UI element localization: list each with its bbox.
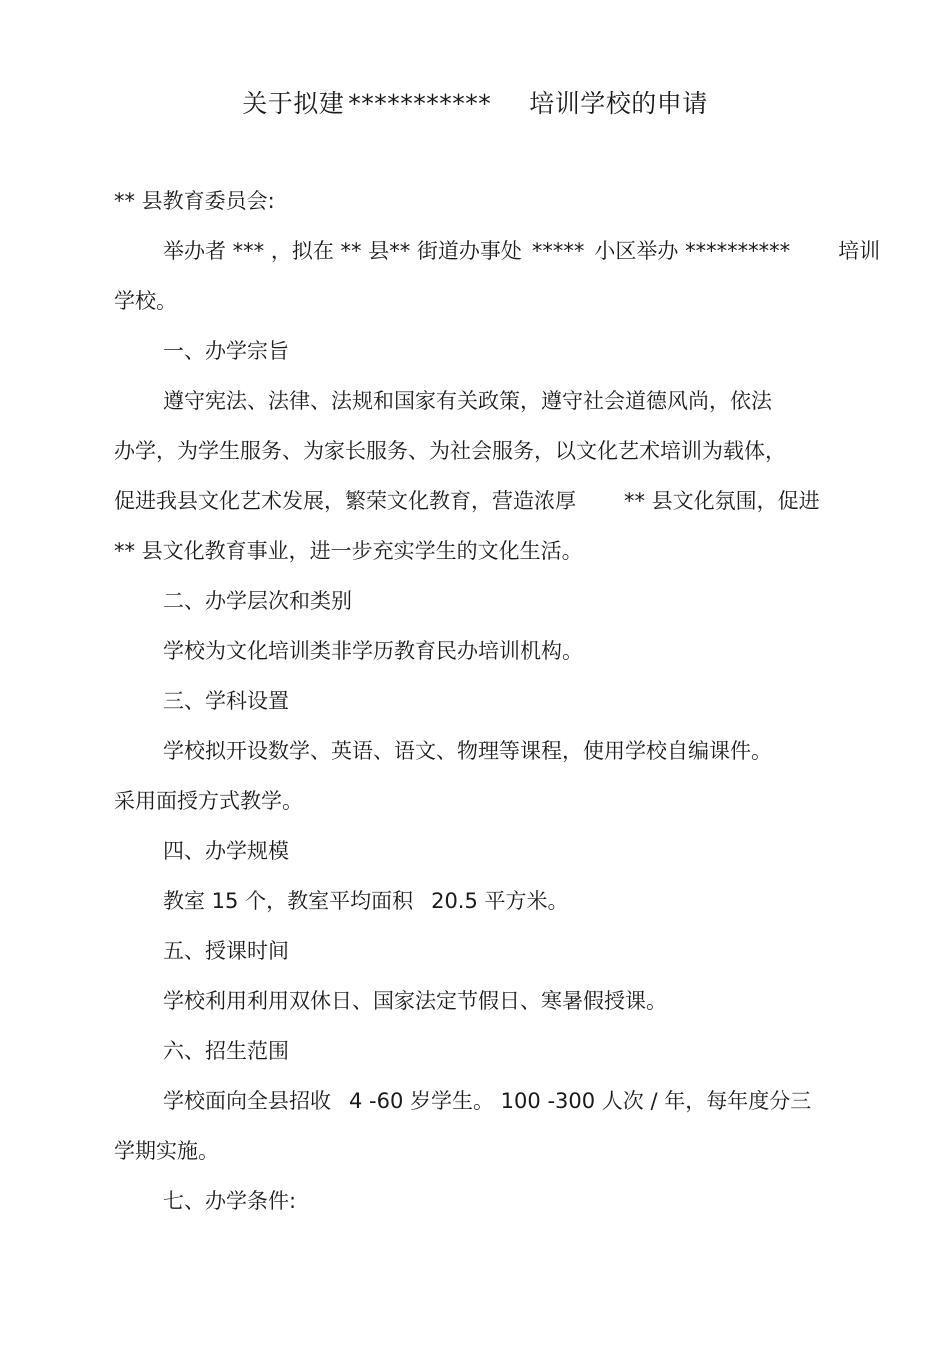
section-1-line-4: ** 县文化教育事业，进一步充实学生的文化生活。 [114,539,583,563]
intro-part-1: 举办者 *** ，拟在 ** 县** 街道办事处 [163,239,522,263]
section-heading-4: 四、办学规模 [163,839,289,863]
section-1-line-3b: ** 县文化氛围，促进 [624,489,820,513]
title-prefix: 关于拟建 [242,89,345,118]
intro-part-3: 培训 [838,239,881,263]
section-4-part-a: 教室 15 个，教室平均面积 [163,889,414,913]
section-6-part-b: 4 -60 岁学生。 100 -300 人次 / 年，每年度分三 [349,1089,812,1113]
section-heading-2: 二、办学层次和类别 [163,589,352,613]
salutation: ** 县教育委员会: [114,189,275,213]
section-6-line-1 [163,1086,811,1116]
section-2-line-1: 学校为文化培训类非学历教育民办培训机构。 [163,639,583,663]
section-6-line-2: 学期实施。 [114,1139,219,1163]
section-1-line-3 [114,486,820,516]
title-stars: *********** [348,89,492,118]
section-1-line-2: 办学，为学生服务、为家长服务、为社会服务，以文化艺术培训为载体， [114,439,786,463]
section-heading-5: 五、授课时间 [163,939,289,963]
section-3-line-2: 采用面授方式教学。 [114,789,303,813]
section-heading-1: 一、办学宗旨 [163,339,289,363]
section-4-line-1 [163,886,569,916]
section-heading-6: 六、招生范围 [163,1039,289,1063]
section-heading-3: 三、学科设置 [163,689,289,713]
title-suffix: 培训学校的申请 [529,89,708,118]
section-3-line-1: 学校拟开设数学、英语、语文、物理等课程，使用学校自编课件。 [163,739,772,763]
section-1-line-1: 遵守宪法、法律、法规和国家有关政策，遵守社会道德风尚，依法 [163,389,772,413]
section-4-part-b: 20.5 平方米。 [431,889,569,913]
section-heading-7: 七、办学条件: [163,1189,297,1213]
intro-part-2: 小区举办 ********** [594,239,791,263]
intro-line-1 [163,236,880,266]
section-5-line-1: 学校利用利用双休日、国家法定节假日、寒暑假授课。 [163,989,667,1013]
document-title [0,84,950,124]
intro-stars: ***** [531,239,585,263]
section-1-line-3a: 促进我县文化艺术发展，繁荣文化教育，营造浓厚 [114,489,576,513]
section-6-part-a: 学校面向全县招收 [163,1089,331,1113]
intro-line-2: 学校。 [114,289,177,313]
